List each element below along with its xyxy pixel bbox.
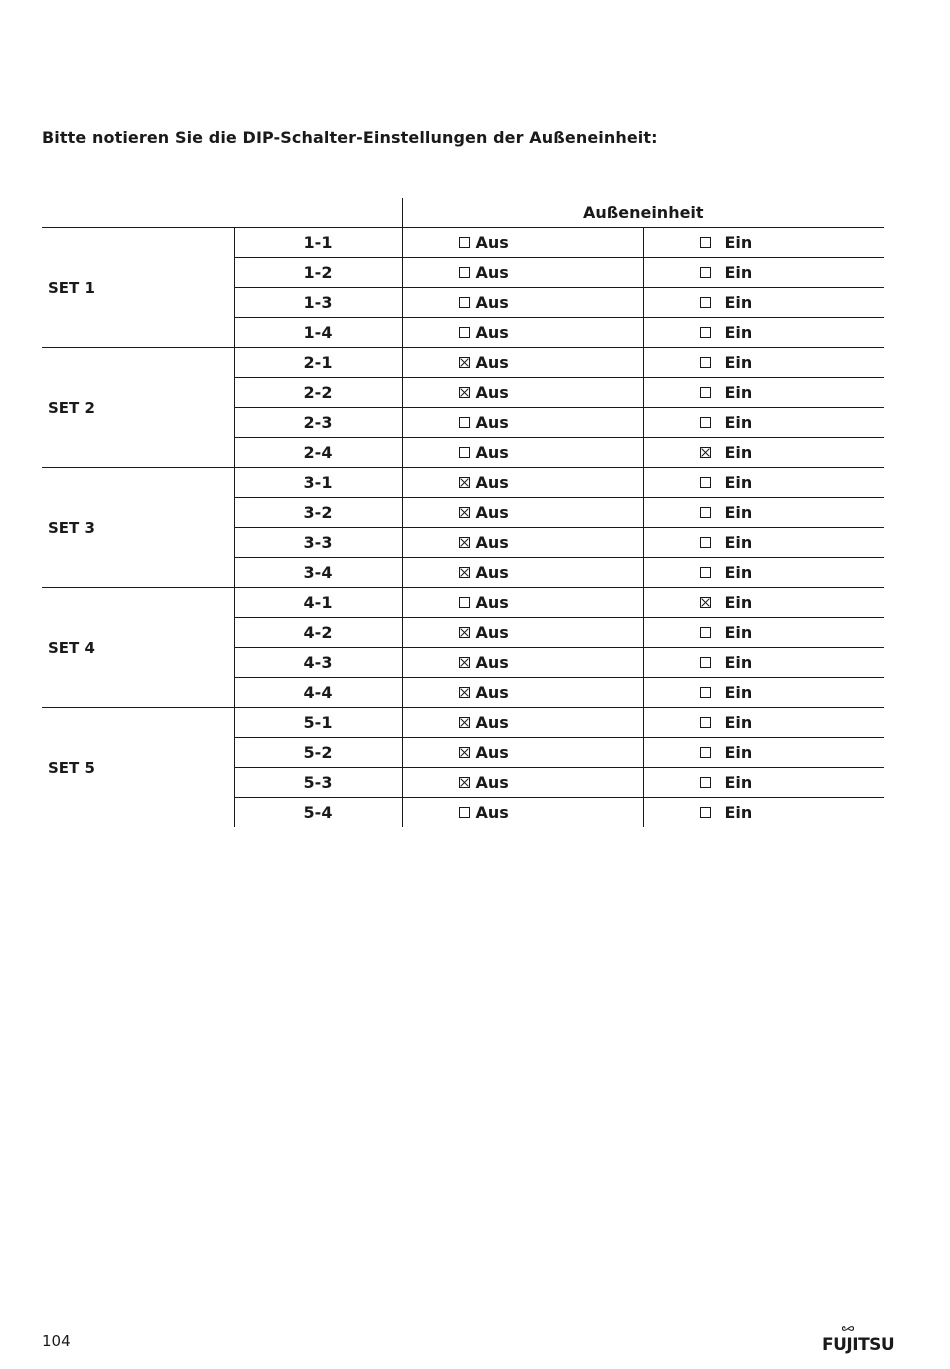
ein-label: Ein: [724, 803, 753, 822]
aus-option-cell: [402, 228, 643, 258]
ein-option-cell: [643, 408, 884, 438]
ein-label: Ein: [724, 713, 753, 732]
switch-label: 3-2: [234, 498, 402, 528]
infinity-mark-icon: [842, 1325, 854, 1332]
ein-checkbox[interactable]: [700, 537, 711, 548]
switch-label: 1-2: [234, 258, 402, 288]
aus-label: Aus: [475, 383, 509, 402]
ein-checkbox[interactable]: [700, 327, 711, 338]
switch-label: 2-1: [234, 348, 402, 378]
aus-label: Aus: [475, 233, 509, 252]
ein-label: Ein: [724, 473, 753, 492]
ein-label: Ein: [724, 263, 753, 282]
aus-option-cell: [402, 318, 643, 348]
ein-option-cell: [643, 348, 884, 378]
switch-label: 5-4: [234, 798, 402, 828]
aus-option-cell: [402, 618, 643, 648]
aus-label: Aus: [475, 563, 509, 582]
switch-label: 3-3: [234, 528, 402, 558]
aus-option-cell: [402, 768, 643, 798]
ein-option-cell: [643, 798, 884, 828]
aus-option-cell: [402, 528, 643, 558]
switch-label: 4-3: [234, 648, 402, 678]
aus-label: Aus: [475, 323, 509, 342]
switch-label: 2-3: [234, 408, 402, 438]
ein-label: Ein: [724, 293, 753, 312]
table-header-row: [42, 198, 884, 228]
ein-label: Ein: [724, 533, 753, 552]
ein-checkbox[interactable]: [700, 657, 711, 668]
table-row: [42, 228, 884, 258]
aus-label: Aus: [475, 263, 509, 282]
table-row: [42, 468, 884, 498]
ein-label: Ein: [724, 743, 753, 762]
aus-label: Aus: [475, 533, 509, 552]
ein-checkbox[interactable]: [700, 447, 711, 458]
ein-option-cell: [643, 768, 884, 798]
switch-label: 5-2: [234, 738, 402, 768]
ein-option-cell: [643, 258, 884, 288]
aus-label: Aus: [475, 653, 509, 672]
aus-option-cell: [402, 588, 643, 618]
aus-option-cell: [402, 438, 643, 468]
ein-label: Ein: [724, 443, 753, 462]
ein-option-cell: [643, 558, 884, 588]
aus-checkbox[interactable]: [459, 237, 470, 248]
ein-label: Ein: [724, 653, 753, 672]
aus-label: Aus: [475, 473, 509, 492]
fujitsu-logo: [822, 1325, 895, 1355]
aus-checkbox[interactable]: [459, 717, 470, 728]
aus-label: Aus: [475, 413, 509, 432]
switch-label: 3-1: [234, 468, 402, 498]
aus-option-cell: [402, 648, 643, 678]
table-row: [42, 588, 884, 618]
switch-label: 3-4: [234, 558, 402, 588]
ein-checkbox[interactable]: [700, 807, 711, 818]
ein-label: Ein: [724, 503, 753, 522]
switch-label: 4-2: [234, 618, 402, 648]
switch-label: 2-4: [234, 438, 402, 468]
aus-label: Aus: [475, 773, 509, 792]
ein-label: Ein: [724, 383, 753, 402]
aus-checkbox[interactable]: [459, 597, 470, 608]
switch-label: 4-4: [234, 678, 402, 708]
aus-checkbox[interactable]: [459, 387, 470, 398]
ein-option-cell: [643, 618, 884, 648]
ein-option-cell: [643, 528, 884, 558]
ein-label: Ein: [724, 683, 753, 702]
header-empty-cell: [42, 198, 402, 228]
aus-option-cell: [402, 798, 643, 828]
ein-label: Ein: [724, 563, 753, 582]
ein-label: Ein: [724, 233, 753, 252]
set-label: SET 2: [42, 348, 234, 468]
ein-checkbox[interactable]: [700, 627, 711, 638]
ein-label: Ein: [724, 323, 753, 342]
ein-checkbox[interactable]: [700, 747, 711, 758]
ein-option-cell: [643, 438, 884, 468]
aus-option-cell: [402, 348, 643, 378]
aus-option-cell: [402, 498, 643, 528]
aus-label: Aus: [475, 713, 509, 732]
set-label: SET 5: [42, 708, 234, 828]
switch-label: 5-3: [234, 768, 402, 798]
table-body: [42, 228, 884, 828]
aus-label: Aus: [475, 683, 509, 702]
ein-option-cell: [643, 318, 884, 348]
table-row: [42, 348, 884, 378]
aus-label: Aus: [475, 443, 509, 462]
ein-option-cell: [643, 678, 884, 708]
aus-label: Aus: [475, 803, 509, 822]
switch-label: 4-1: [234, 588, 402, 618]
ein-checkbox[interactable]: [700, 357, 711, 368]
dip-switch-table: [42, 198, 884, 827]
aus-option-cell: [402, 708, 643, 738]
aus-checkbox[interactable]: [459, 417, 470, 428]
aus-option-cell: [402, 378, 643, 408]
ein-checkbox[interactable]: [700, 477, 711, 488]
ein-option-cell: [643, 288, 884, 318]
switch-label: 1-3: [234, 288, 402, 318]
ein-option-cell: [643, 708, 884, 738]
aus-checkbox[interactable]: [459, 507, 470, 518]
ein-checkbox[interactable]: [700, 387, 711, 398]
aus-checkbox[interactable]: [459, 297, 470, 308]
ein-checkbox[interactable]: [700, 597, 711, 608]
ein-checkbox[interactable]: [700, 237, 711, 248]
ein-checkbox[interactable]: [700, 717, 711, 728]
set-label: SET 3: [42, 468, 234, 588]
ein-checkbox[interactable]: [700, 687, 711, 698]
aus-checkbox[interactable]: [459, 627, 470, 638]
page-heading: Bitte notieren Sie die DIP-Schalter-Einstellungen der Außeneinheit:: [42, 128, 658, 147]
aus-option-cell: [402, 288, 643, 318]
ein-label: Ein: [724, 413, 753, 432]
set-label: SET 4: [42, 588, 234, 708]
ein-option-cell: [643, 648, 884, 678]
aus-option-cell: [402, 558, 643, 588]
ein-label: Ein: [724, 353, 753, 372]
ein-checkbox[interactable]: [700, 417, 711, 428]
aus-checkbox[interactable]: [459, 807, 470, 818]
ein-option-cell: [643, 378, 884, 408]
aus-option-cell: [402, 468, 643, 498]
ein-checkbox[interactable]: [700, 507, 711, 518]
aus-checkbox[interactable]: [459, 567, 470, 578]
ein-label: Ein: [724, 773, 753, 792]
aus-label: Aus: [475, 743, 509, 762]
logo-wordmark: FUJITSU: [822, 1335, 895, 1355]
aus-label: Aus: [475, 623, 509, 642]
ein-checkbox[interactable]: [700, 567, 711, 578]
aus-checkbox[interactable]: [459, 687, 470, 698]
switch-label: 1-1: [234, 228, 402, 258]
switch-label: 2-2: [234, 378, 402, 408]
aus-checkbox[interactable]: [459, 747, 470, 758]
aus-checkbox[interactable]: [459, 657, 470, 668]
ein-checkbox[interactable]: [700, 267, 711, 278]
aus-checkbox[interactable]: [459, 327, 470, 338]
aus-label: Aus: [475, 503, 509, 522]
switch-label: 5-1: [234, 708, 402, 738]
ein-label: Ein: [724, 593, 753, 612]
page-number: 104: [42, 1332, 71, 1350]
aus-option-cell: [402, 678, 643, 708]
aus-checkbox[interactable]: [459, 537, 470, 548]
ein-option-cell: [643, 588, 884, 618]
aus-option-cell: [402, 258, 643, 288]
aus-checkbox[interactable]: [459, 777, 470, 788]
aus-checkbox[interactable]: [459, 357, 470, 368]
aus-checkbox[interactable]: [459, 477, 470, 488]
aus-checkbox[interactable]: [459, 267, 470, 278]
ein-option-cell: [643, 468, 884, 498]
ein-checkbox[interactable]: [700, 297, 711, 308]
ein-option-cell: [643, 228, 884, 258]
group-header-outdoor-unit: Außeneinheit: [402, 198, 884, 228]
aus-label: Aus: [475, 293, 509, 312]
ein-checkbox[interactable]: [700, 777, 711, 788]
aus-label: Aus: [475, 593, 509, 612]
aus-option-cell: [402, 738, 643, 768]
aus-checkbox[interactable]: [459, 447, 470, 458]
ein-option-cell: [643, 498, 884, 528]
ein-option-cell: [643, 738, 884, 768]
ein-label: Ein: [724, 623, 753, 642]
switch-label: 1-4: [234, 318, 402, 348]
aus-label: Aus: [475, 353, 509, 372]
set-label: SET 1: [48, 278, 95, 297]
aus-option-cell: [402, 408, 643, 438]
table-row: [42, 708, 884, 738]
